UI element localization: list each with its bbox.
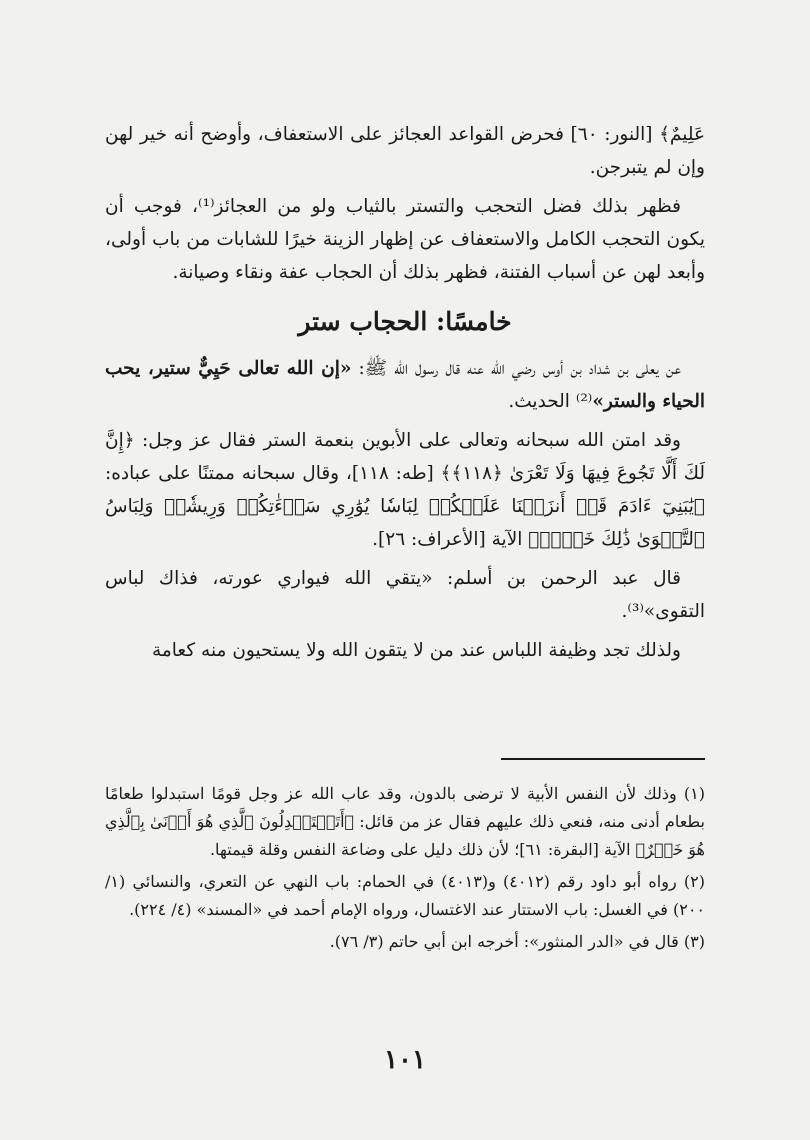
section-heading: خامسًا: الحجاب ستر	[298, 307, 512, 336]
footnote-3: (٣) قال في «الدر المنثور»: أخرجه ابن أبي حاتم (٣/ ٧٦).	[329, 932, 705, 951]
paragraph-2: فظهر بذلك فضل التحجب والتستر بالثياب ولو من العجائز⁽¹⁾، فوجب أن يكون التحجب الكامل والاستعفاف عن إظهار الزينة خيرًا للشابات من باب أولى، وأبعد لهن عن أسباب الفتنة، فظهر بذلك أن الحجاب عفة ونقاء وصيانة.	[105, 196, 705, 283]
hadith-quote: «إن الله تعالى حَيِيٌّ ستير، يحب الحياء والستر»	[105, 358, 705, 412]
footnotes	[105, 780, 705, 960]
hadith-intro: عن يعلى بن شداد بن أوس رضي الله عنه قال رسول الله ﷺ:	[351, 358, 681, 379]
paragraph-6: ولذلك تجد وظيفة اللباس عند من لا يتقون الله ولا يستحيون منه كعامة	[151, 640, 681, 661]
main-text	[105, 118, 705, 673]
footnote-1: (١) وذلك لأن النفس الأبية لا ترضى بالدون، وقد عاب الله عز وجل قومًا استبدلوا طعامًا بطعام أدنى منه، فنعي ذلك عليهم فقال عز من قائل: ﴿أَتَسۡتَبۡدِلُونَ ٱلَّذِي هُوَ أَدۡنَىٰ بِٱلَّذِي هُوَ خَيۡرٌ﴾ الآية [البقرة: ٦١]؛ لأن ذلك دليل على وضاعة النفس وقلة قيمتها.	[105, 784, 705, 859]
paragraph-4: وقد امتن الله سبحانه وتعالى على الأبوين بنعمة الستر فقال عز وجل: ﴿إِنَّ لَكَ أَلَّا تَجُوعَ فِيهَا وَلَا تَعْرَىٰ ﴿١١٨﴾﴾ [طه: ١١٨]، وقال سبحانه ممتنًا على عباده: ﴿يَٰبَنِيٓ ءَادَمَ قَدۡ أَنزَلۡنَا عَلَيۡكُمۡ لِبَاسٗا يُوَٰرِي سَوۡءَٰتِكُمۡ وَرِيشٗاۖ وَلِبَاسُ ٱلتَّقۡوَىٰ ذَٰلِكَ خَيۡرٞ﴾ الآية [الأعراف: ٢٦].	[105, 430, 705, 550]
paragraph-5: قال عبد الرحمن بن أسلم: «يتقي الله فيواري عورته، فذاك لباس التقوى»⁽³⁾.	[105, 568, 705, 622]
page-number: ١٠١	[384, 1045, 426, 1075]
paragraph-1: عَلِيمٌ﴾ [النور: ٦٠] فحرض القواعد العجائز على الاستعفاف، وأوضح أنه خير لهن وإن لم يتبرجن.	[105, 124, 705, 178]
paragraph-3	[105, 352, 705, 418]
footnote-divider	[501, 758, 705, 760]
hadith-end: ⁽²⁾ الحديث.	[508, 391, 593, 412]
footnote-2: (٢) رواه أبو داود رقم (٤٠١٢) و(٤٠١٣) في الحمام: باب النهي عن التعري، والنسائي (١/ ٢٠٠) في الغسل: باب الاستتار عند الاغتسال، ورواه الإمام أحمد في «المسند» (٤/ ٢٢٤).	[105, 872, 706, 919]
